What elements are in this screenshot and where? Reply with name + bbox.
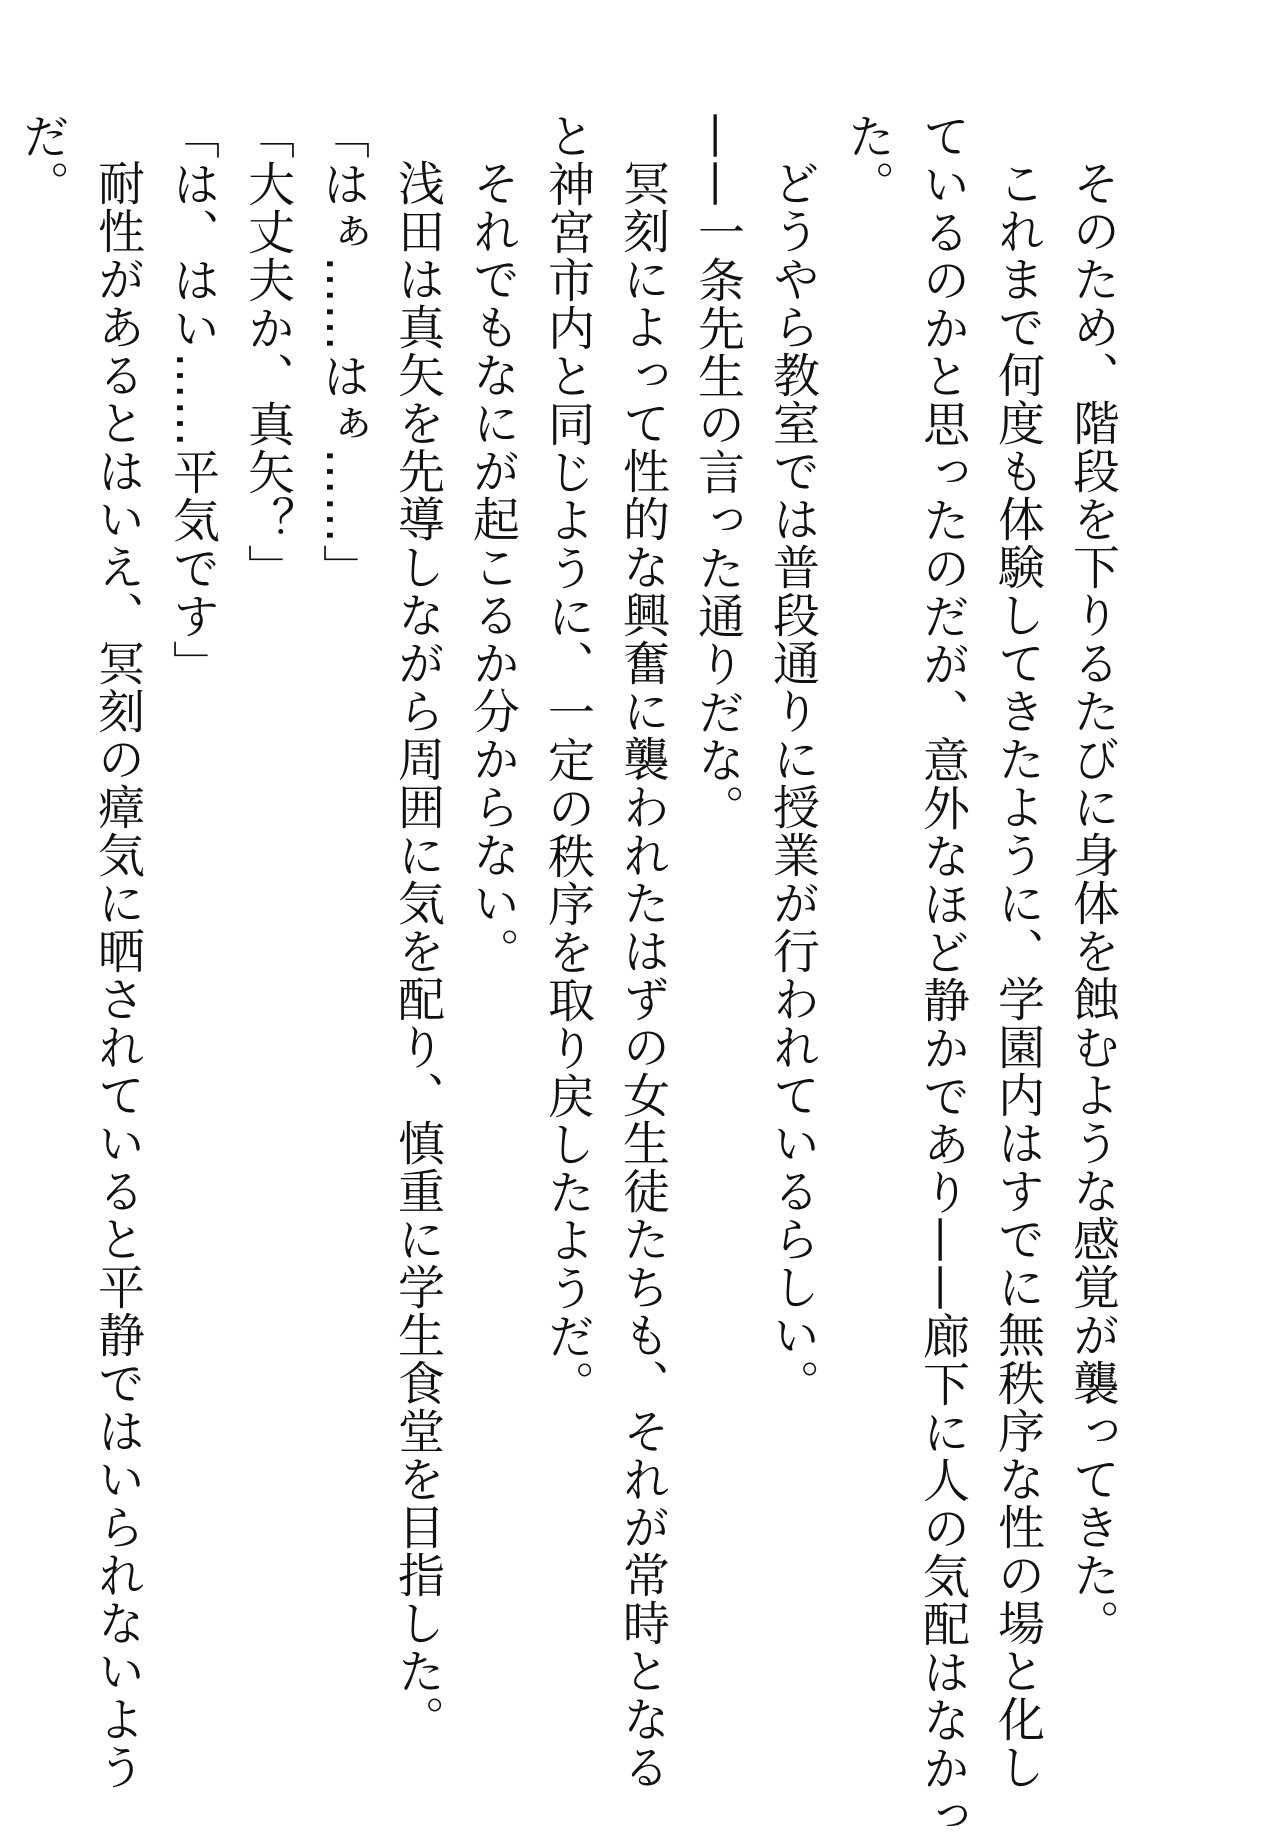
dialogue-line-3: 「は、はい……平気です」 (165, 112, 220, 688)
text-line-10: 浅田は真矢を先導しながら周囲に気を配り、慎重に学生食堂を目指した。 (390, 159, 445, 1743)
text-line-2: これまで何度も体験してきたように、学園内はすでに無秩序な性の場と化し (990, 159, 1045, 1791)
text-line-8: と神宮市内と同じように、一定の秩序を取り戻したようだ。 (540, 112, 595, 1408)
text-line-4: た。 (840, 112, 895, 208)
text-line-12: だ。 (15, 112, 70, 208)
text-line-11: 耐性があるとはいえ、冥刻の瘴気に晒されていると平静ではいられないよう (90, 159, 145, 1791)
text-line-1: そのため、階段を下りるたびに身体を蝕むような感覚が襲ってきた。 (1065, 159, 1120, 1647)
novel-page (15, 112, 1130, 1840)
dialogue-line-2: 「大丈夫か、真矢？」 (240, 112, 295, 592)
text-line-6: ——一条先生の言った通りだな。 (690, 112, 745, 832)
dialogue-line-1: 「はぁ……はぁ……」 (315, 112, 370, 592)
text-line-9: それでもなにが起こるか分からない。 (465, 159, 520, 975)
text-line-7: 冥刻によって性的な興奮に襲われたはずの女生徒たちも、それが常時となる (615, 159, 670, 1791)
text-line-5: どうやら教室では普段通りに授業が行われているらしい。 (765, 159, 820, 1407)
text-line-3: ているのかと思ったのだが、意外なほど静かであり——廊下に人の気配はなかっ (915, 112, 970, 1840)
